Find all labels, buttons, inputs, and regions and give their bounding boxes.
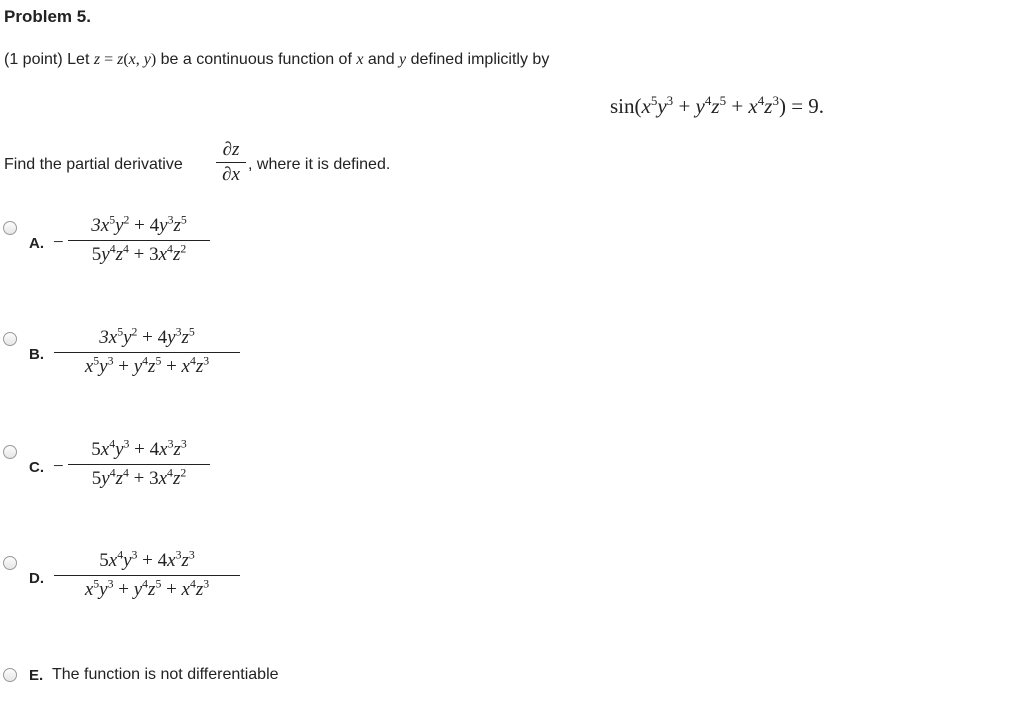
radio-option-d[interactable]: [3, 556, 17, 570]
option-e-label: E.: [29, 667, 44, 684]
option-a-fraction: $3x^5y^2 + 4y^3z^5$ $5y^4z^4 + 3x^4z^2$: [68, 214, 210, 267]
option-b-label: B.: [29, 346, 44, 363]
radio-option-b[interactable]: [3, 332, 17, 346]
problem-intro: (1 point) Let z = z(x, y) be a continuous function of x and y defined implicitly by: [4, 51, 550, 68]
option-b-fraction: $3x^5y^2 + 4y^3z^5$ $x^5y^3 + y^4z^5 + x^4z^3$: [54, 326, 240, 379]
radio-option-e[interactable]: [3, 668, 17, 682]
option-a-sign: −: [53, 232, 64, 253]
option-c-sign: −: [53, 456, 64, 477]
option-a-label: A.: [29, 235, 44, 252]
problem-title: Problem 5.: [4, 7, 91, 26]
option-c-label: C.: [29, 459, 44, 476]
intro-prefix: (1 point) Let: [4, 51, 94, 68]
option-e-text: The function is not differentiable: [52, 666, 279, 683]
fraction-bar: [216, 162, 246, 163]
find-text: Find the partial derivative: [4, 156, 183, 173]
implicit-equation: $\sin(x^5y^3 + y^4z^5 + x^4z^3) = 9$.: [610, 92, 825, 118]
partial-derivative: [216, 139, 246, 186]
option-c-fraction: $5x^4y^3 + 4x^3z^3$ $5y^4z^4 + 3x^4z^2$: [68, 438, 210, 491]
derivative-denominator: ∂x: [222, 164, 240, 185]
radio-option-a[interactable]: [3, 221, 17, 235]
find-suffix: , where it is defined.: [248, 156, 391, 173]
option-d-fraction: $5x^4y^3 + 4x^3z^3$ $x^5y^3 + y^4z^5 + x^4z^3$: [54, 549, 240, 602]
derivative-numerator: ∂z: [222, 139, 240, 160]
radio-option-c[interactable]: [3, 445, 17, 459]
option-d-label: D.: [29, 570, 44, 587]
